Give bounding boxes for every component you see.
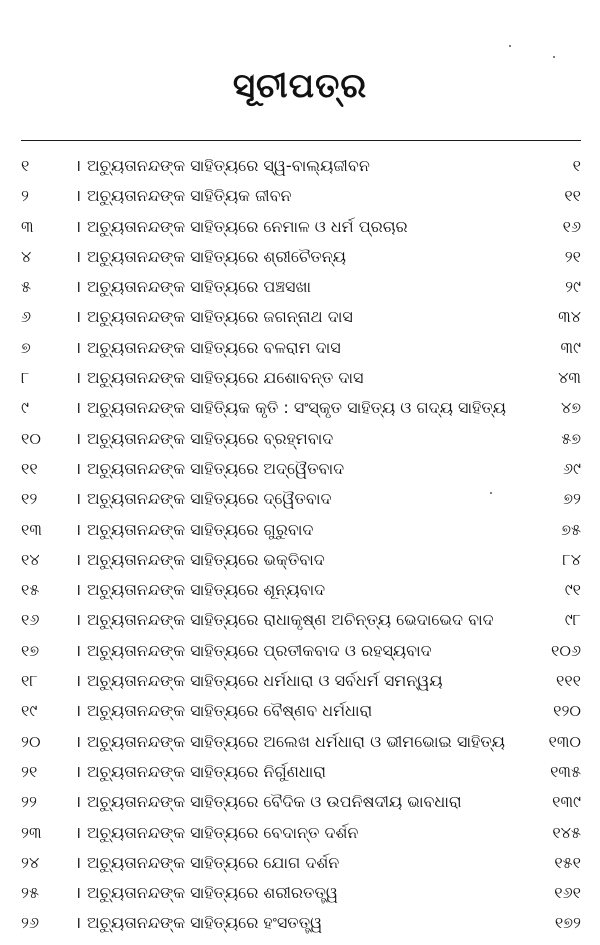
entry-number: ୮ bbox=[21, 368, 30, 388]
table-of-contents bbox=[21, 151, 581, 939]
entry-separator: । bbox=[75, 731, 82, 751]
entry-title: ଅଚ୍ୟୁତାନନ୍ଦଙ୍କ ସାହିତ୍ୟରେ ଅଦ୍ୱୈତବାଦ bbox=[87, 458, 345, 478]
entry-number: ୨୩ bbox=[21, 822, 42, 842]
toc-entry bbox=[21, 757, 581, 787]
entry-separator: । bbox=[75, 822, 82, 842]
entry-separator: । bbox=[75, 337, 82, 357]
entry-title: ଅଚ୍ୟୁତାନନ୍ଦଙ୍କ ସାହିତ୍ୟରେ ରାଧାକୃଷ୍ଣ ଅଚିନ୍ତ୍ୟ ଭେଦାଭେଦ ବାଦ bbox=[87, 610, 494, 630]
entry-page-number: ୧୧୧ bbox=[555, 671, 581, 691]
entry-separator: । bbox=[75, 701, 82, 721]
toc-entry bbox=[21, 484, 581, 514]
entry-separator: । bbox=[75, 640, 82, 660]
toc-entry bbox=[21, 424, 581, 454]
entry-title: ଅଚ୍ୟୁତାନନ୍ଦଙ୍କ ସାହିତ୍ୟରେ ବୈଦିକ ଓ ଉପନିଷଦୀୟ ଭାବଧାରା bbox=[87, 792, 462, 812]
entry-title: ଅଚ୍ୟୁତାନନ୍ଦଙ୍କ ସାହିତ୍ୟରେ ଅଲେଖ ଧର୍ମଧାରା ଓ ଭୀମଭୋଇ ସାହିତ୍ୟ bbox=[87, 731, 505, 751]
entry-title: ଅଚ୍ୟୁତାନନ୍ଦଙ୍କ ସାହିତ୍ୟରେ ଶରୀରତତ୍ତ୍ୱ bbox=[87, 883, 338, 903]
entry-number: ୧ bbox=[21, 156, 30, 175]
entry-page-number: ୯୮ bbox=[564, 610, 581, 630]
entry-separator: । bbox=[75, 277, 82, 297]
entry-separator: । bbox=[75, 156, 82, 175]
entry-title: ଅଚ୍ୟୁତାନନ୍ଦଙ୍କ ସାହିତ୍ୟରେ ଧର୍ମଧାରା ଓ ସର୍ବଧର୍ମ ସମନ୍ୱୟ bbox=[87, 671, 443, 691]
title-divider bbox=[21, 140, 581, 141]
entry-page-number: ୨୧ bbox=[564, 246, 581, 266]
toc-entry bbox=[21, 242, 581, 272]
entry-title: ଅଚ୍ୟୁତାନନ୍ଦଙ୍କ ସାହିତ୍ୟରେ ଜଗନ୍ନାଥ ଦାସ bbox=[87, 307, 353, 327]
entry-page-number: ୧୨୦ bbox=[553, 701, 581, 721]
toc-entry bbox=[21, 575, 581, 605]
toc-entry bbox=[21, 181, 581, 211]
entry-number: ୧୬ bbox=[21, 610, 40, 630]
entry-page-number: ୫୭ bbox=[561, 428, 581, 448]
entry-separator: । bbox=[75, 458, 82, 478]
entry-page-number: ୧୩୦ bbox=[548, 731, 581, 751]
entry-title: ଅଚ୍ୟୁତାନନ୍ଦଙ୍କ ସାହିତ୍ୟରେ ଯଶୋବନ୍ତ ଦାସ bbox=[87, 368, 364, 388]
entry-separator: । bbox=[75, 549, 82, 569]
toc-entry bbox=[21, 393, 581, 423]
entry-separator: । bbox=[75, 519, 82, 539]
entry-number: ୨୫ bbox=[21, 883, 39, 903]
entry-number: ୨ bbox=[21, 186, 29, 206]
entry-number: ୨୪ bbox=[21, 852, 40, 872]
entry-title: ଅଚ୍ୟୁତାନନ୍ଦଙ୍କ ସାହିତ୍ୟରେ ବ୍ରହ୍ମବାଦ bbox=[87, 428, 334, 448]
toc-entry bbox=[21, 787, 581, 817]
entry-separator: । bbox=[75, 428, 82, 448]
toc-entry bbox=[21, 333, 581, 363]
entry-page-number: ୭୫ bbox=[561, 519, 581, 539]
entry-title: ଅଚ୍ୟୁତାନନ୍ଦଙ୍କ ସାହିତ୍ୟିକ କୃତି : ସଂସ୍କୃତ ସାହିତ୍ୟ ଓ ଗଦ୍ୟ ସାହିତ୍ୟ bbox=[87, 398, 506, 418]
entry-separator: । bbox=[75, 610, 82, 630]
entry-page-number: ୧୧ bbox=[564, 186, 581, 206]
entry-number: ୨୬ bbox=[21, 913, 40, 933]
toc-entry bbox=[21, 848, 581, 878]
entry-page-number: ୪୭ bbox=[560, 398, 581, 418]
entry-page-number: ୧୩୯ bbox=[552, 792, 581, 812]
entry-title: ଅଚ୍ୟୁତାନନ୍ଦଙ୍କ ସାହିତ୍ୟରେ ନେମାଳ ଓ ଧର୍ମ ପ୍ରଚାର bbox=[87, 216, 408, 236]
entry-title: ଅଚ୍ୟୁତାନନ୍ଦଙ୍କ ସାହିତ୍ୟରେ ଶ୍ରୀଚୈତନ୍ୟ bbox=[87, 246, 346, 266]
entry-number: ୧୧ bbox=[21, 458, 38, 478]
entry-page-number: ୧୩୫ bbox=[550, 761, 581, 781]
entry-title: ଅଚ୍ୟୁତାନନ୍ଦଙ୍କ ସାହିତ୍ୟିକ ଜୀବନ bbox=[87, 186, 292, 206]
entry-page-number: ୧ bbox=[572, 156, 581, 175]
entry-page-number: ୪୩ bbox=[558, 368, 581, 388]
entry-number: ୨୨ bbox=[21, 792, 37, 812]
entry-title: ଅଚ୍ୟୁତାନନ୍ଦଙ୍କ ସାହିତ୍ୟରେ ନିର୍ଗୁଣଧାରା bbox=[87, 761, 327, 781]
entry-page-number: ୩୪ bbox=[558, 307, 581, 327]
toc-entry bbox=[21, 727, 581, 757]
entry-number: ୧୨ bbox=[21, 489, 38, 509]
entry-page-number: ୬୯ bbox=[562, 458, 581, 478]
entry-number: ୧୦ bbox=[21, 428, 41, 448]
print-speck bbox=[509, 45, 511, 47]
entry-title: ଅଚ୍ୟୁତାନନ୍ଦଙ୍କ ସାହିତ୍ୟରେ ପ୍ରତୀକବାଦ ଓ ରହସ୍ୟବାଦ bbox=[87, 640, 432, 660]
toc-entry bbox=[21, 636, 581, 666]
entry-number: ୭ bbox=[21, 337, 31, 357]
toc-entry bbox=[21, 302, 581, 332]
entry-page-number: ୧୬ bbox=[562, 216, 581, 236]
entry-separator: । bbox=[75, 883, 82, 903]
entry-page-number: ୧୪୫ bbox=[552, 822, 581, 842]
entry-title: ଅଚ୍ୟୁତାନନ୍ଦଙ୍କ ସାହିତ୍ୟରେ ସ୍ୱ-ବାଲ୍ୟଜୀବନ bbox=[87, 156, 370, 175]
entry-separator: । bbox=[75, 246, 82, 266]
entry-title: ଅଚ୍ୟୁତାନନ୍ଦଙ୍କ ସାହିତ୍ୟରେ ଭକ୍ତିବାଦ bbox=[87, 549, 325, 569]
entry-page-number: ୯୧ bbox=[564, 580, 581, 600]
page-title: ସୂଚୀପତ୍ର bbox=[232, 66, 368, 106]
toc-entry bbox=[21, 878, 581, 908]
toc-entry bbox=[21, 515, 581, 545]
entry-number: ୪ bbox=[21, 246, 32, 266]
toc-entry bbox=[21, 212, 581, 242]
print-speck bbox=[490, 492, 492, 494]
toc-entry bbox=[21, 818, 581, 848]
toc-entry bbox=[21, 545, 581, 575]
entry-separator: । bbox=[75, 792, 82, 812]
entry-number: ୧୮ bbox=[21, 671, 38, 691]
entry-page-number: ୩୯ bbox=[560, 337, 581, 357]
toc-entry bbox=[21, 696, 581, 726]
entry-separator: । bbox=[75, 580, 82, 600]
entry-page-number: ୧୭୨ bbox=[554, 913, 581, 933]
toc-entry bbox=[21, 666, 581, 696]
entry-title: ଅଚ୍ୟୁତାନନ୍ଦଙ୍କ ସାହିତ୍ୟରେ ହଂସତତ୍ତ୍ୱ bbox=[87, 913, 323, 933]
print-speck bbox=[553, 56, 555, 58]
entry-page-number: ୧୦୬ bbox=[551, 640, 581, 660]
entry-separator: । bbox=[75, 216, 82, 236]
entry-title: ଅଚ୍ୟୁତାନନ୍ଦଙ୍କ ସାହିତ୍ୟରେ ଦ୍ୱୈତବାଦ bbox=[87, 489, 332, 509]
entry-page-number: ୮୪ bbox=[562, 549, 581, 569]
entry-title: ଅଚ୍ୟୁତାନନ୍ଦଙ୍କ ସାହିତ୍ୟରେ ଗୁରୁବାଦ bbox=[87, 519, 314, 539]
entry-number: ୧୫ bbox=[21, 580, 40, 600]
toc-entry bbox=[21, 908, 581, 938]
entry-separator: । bbox=[75, 368, 82, 388]
entry-page-number: ୭୨ bbox=[563, 489, 581, 509]
entry-separator: । bbox=[75, 307, 82, 327]
entry-number: ୨୧ bbox=[21, 761, 38, 781]
toc-entry bbox=[21, 363, 581, 393]
entry-separator: । bbox=[75, 671, 82, 691]
entry-separator: । bbox=[75, 761, 82, 781]
toc-entry bbox=[21, 605, 581, 635]
entry-number: ୧୯ bbox=[21, 701, 38, 721]
entry-title: ଅଚ୍ୟୁତାନନ୍ଦଙ୍କ ସାହିତ୍ୟରେ ବଳରାମ ଦାସ bbox=[87, 337, 341, 357]
toc-entry bbox=[21, 272, 581, 302]
entry-separator: । bbox=[75, 852, 82, 872]
entry-page-number: ୨୯ bbox=[565, 277, 581, 297]
entry-number: ୧୪ bbox=[21, 549, 40, 569]
entry-number: ୩ bbox=[21, 216, 34, 236]
entry-page-number: ୧୬୧ bbox=[554, 883, 581, 903]
entry-separator: । bbox=[75, 398, 82, 418]
entry-title: ଅଚ୍ୟୁତାନନ୍ଦଙ୍କ ସାହିତ୍ୟରେ ଯୋଗ ଦର୍ଶନ bbox=[87, 852, 340, 872]
toc-entry bbox=[21, 151, 581, 181]
entry-number: ୧୩ bbox=[21, 519, 42, 539]
entry-title: ଅଚ୍ୟୁତାନନ୍ଦଙ୍କ ସାହିତ୍ୟରେ ବେଦାନ୍ତ ଦର୍ଶନ bbox=[87, 822, 359, 842]
entry-separator: । bbox=[75, 913, 82, 933]
entry-number: ୯ bbox=[21, 398, 29, 418]
entry-number: ୨୦ bbox=[21, 731, 41, 751]
entry-number: ୫ bbox=[21, 277, 31, 297]
toc-entry bbox=[21, 454, 581, 484]
entry-separator: । bbox=[75, 186, 82, 206]
entry-number: ୧୭ bbox=[21, 640, 40, 660]
entry-title: ଅଚ୍ୟୁତାନନ୍ଦଙ୍କ ସାହିତ୍ୟରେ ଶୂନ୍ୟବାଦ bbox=[87, 580, 326, 600]
entry-separator: । bbox=[75, 489, 82, 509]
entry-number: ୬ bbox=[21, 307, 32, 327]
entry-title: ଅଚ୍ୟୁତାନନ୍ଦଙ୍କ ସାହିତ୍ୟରେ ବୈଷ୍ଣବ ଧର୍ମଧାରା bbox=[87, 701, 373, 721]
entry-title: ଅଚ୍ୟୁତାନନ୍ଦଙ୍କ ସାହିତ୍ୟରେ ପଞ୍ଚସଖା bbox=[87, 277, 312, 297]
entry-page-number: ୧୫୧ bbox=[554, 852, 581, 872]
